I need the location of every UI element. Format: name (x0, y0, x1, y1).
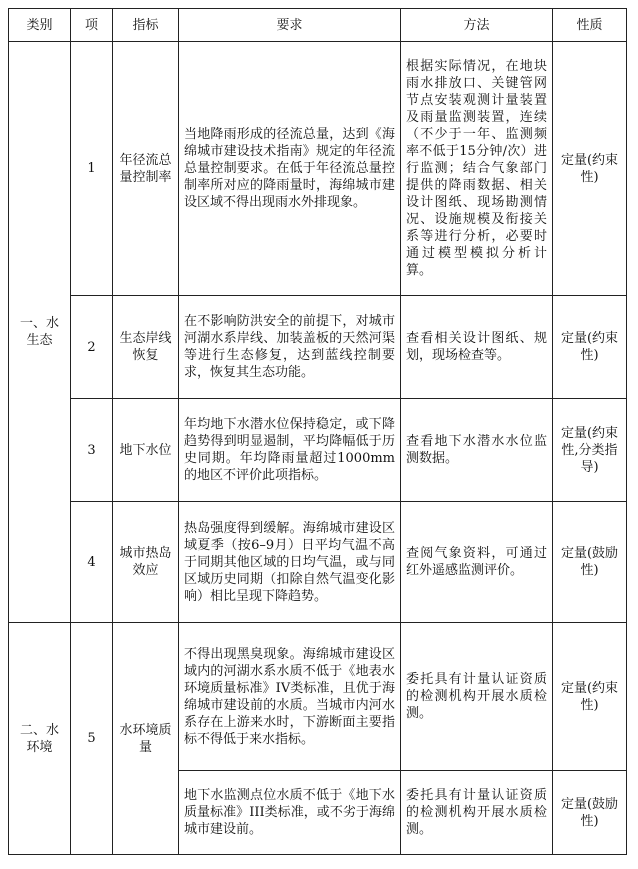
nature-cell: 定量(约束性) (553, 296, 627, 399)
table-row (9, 399, 627, 502)
header-item: 项 (71, 9, 113, 42)
header-requirement: 要求 (179, 9, 401, 42)
method-cell: 查看相关设计图纸、规划，现场检查等。 (401, 296, 553, 399)
header-row (9, 9, 627, 42)
item-number: 4 (71, 502, 113, 623)
header-category: 类别 (9, 9, 71, 42)
method-cell: 委托具有计量认证资质的检测机构开展水质检测。 (401, 623, 553, 771)
requirement-cell: 地下水监测点位水质不低于《地下水质量标准》III类标准，或不劣于海绵城市建设前。 (179, 771, 401, 855)
table-row (9, 502, 627, 623)
nature-cell: 定量(鼓励性) (553, 771, 627, 855)
category-cell: 二、水环境 (9, 623, 71, 855)
nature-cell: 定量(约束性) (553, 42, 627, 296)
nature-cell: 定量(鼓励性) (553, 502, 627, 623)
table-row (9, 42, 627, 296)
indicator-cell: 地下水位 (113, 399, 179, 502)
nature-cell: 定量(约束性,分类指导) (553, 399, 627, 502)
method-cell: 查阅气象资料，可通过红外遥感监测评价。 (401, 502, 553, 623)
requirement-cell: 年均地下水潜水位保持稳定，或下降趋势得到明显遏制，平均降幅低于历史同期。年均降雨量超过1000mm的地区不评价此项指标。 (179, 399, 401, 502)
method-cell: 根据实际情况，在地块雨水排放口、关键管网节点安装观测计量装置及雨量监测装置，连续（不少于一年、监测频率不低于15分钟/次）进行监测；结合气象部门提供的降雨数据、相关设计图纸、现场勘测情况、设施规模及衔接关系等进行分析，必要时通过模型模拟分析计算。 (401, 42, 553, 296)
item-number: 5 (71, 623, 113, 855)
requirement-cell: 热岛强度得到缓解。海绵城市建设区域夏季（按6–9月）日平均气温不高于同期其他区域的日均气温，或与同区域历史同期（扣除自然气温变化影响）相比呈现下降趋势。 (179, 502, 401, 623)
requirement-cell: 在不影响防洪安全的前提下，对城市河湖水系岸线、加装盖板的天然河渠等进行生态修复，达到蓝线控制要求，恢复其生态功能。 (179, 296, 401, 399)
indicator-cell: 城市热岛效应 (113, 502, 179, 623)
header-nature: 性质 (553, 9, 627, 42)
evaluation-table (8, 8, 627, 855)
requirement-cell: 不得出现黑臭现象。海绵城市建设区域内的河湖水系水质不低于《地表水环境质量标准》IV类标准，且优于海绵城市建设前的水质。当城市内河水系存在上游来水时，下游断面主要指标不得低于来水指标。 (179, 623, 401, 771)
requirement-cell: 当地降雨形成的径流总量，达到《海绵城市建设技术指南》规定的年径流总量控制要求。在低于年径流总量控制率所对应的降雨量时，海绵城市建设区域不得出现雨水外排现象。 (179, 42, 401, 296)
method-cell: 委托具有计量认证资质的检测机构开展水质检测。 (401, 771, 553, 855)
indicator-cell: 水环境质量 (113, 623, 179, 855)
item-number: 1 (71, 42, 113, 296)
category-cell: 一、水生态 (9, 42, 71, 623)
method-cell: 查看地下水潜水水位监测数据。 (401, 399, 553, 502)
nature-cell: 定量(约束性) (553, 623, 627, 771)
header-method: 方法 (401, 9, 553, 42)
indicator-cell: 生态岸线恢复 (113, 296, 179, 399)
item-number: 2 (71, 296, 113, 399)
header-indicator: 指标 (113, 9, 179, 42)
indicator-cell: 年径流总量控制率 (113, 42, 179, 296)
table-row (9, 296, 627, 399)
item-number: 3 (71, 399, 113, 502)
table-row (9, 623, 627, 771)
